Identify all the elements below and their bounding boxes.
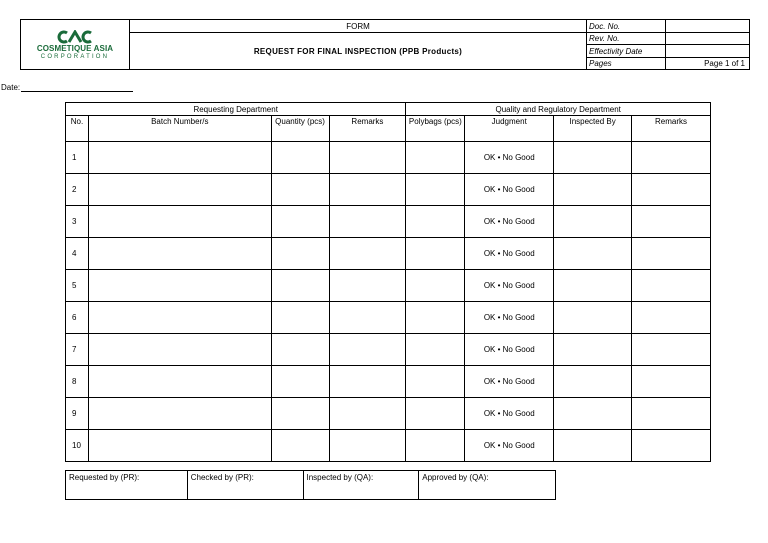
table-row [66, 142, 711, 174]
quantity-cell[interactable] [271, 206, 329, 238]
batch-number-cell[interactable] [88, 174, 271, 206]
table-row [66, 302, 711, 334]
quantity-cell[interactable] [271, 302, 329, 334]
judgment-cell[interactable]: OK • No Good [465, 430, 554, 462]
quantity-cell[interactable] [271, 238, 329, 270]
polybags-cell[interactable] [406, 206, 465, 238]
row-number: 1 [66, 142, 89, 174]
row-number: 10 [66, 430, 89, 462]
col-polybags: Polybags (pcs) [406, 116, 465, 142]
table-row [66, 430, 711, 462]
row-number: 2 [66, 174, 89, 206]
row-number: 3 [66, 206, 89, 238]
company-logo [21, 20, 130, 70]
inspected-by-field[interactable]: Inspected by (QA): [303, 471, 419, 500]
row-number: 6 [66, 302, 89, 334]
effectivity-date-value[interactable] [666, 45, 750, 57]
judgment-cell[interactable]: OK • No Good [465, 270, 554, 302]
date-label: Date: [1, 83, 21, 92]
table-row [66, 174, 711, 206]
polybags-cell[interactable] [406, 238, 465, 270]
col-qa-remarks: Remarks [632, 116, 711, 142]
polybags-cell[interactable] [406, 334, 465, 366]
col-remarks: Remarks [329, 116, 406, 142]
table-row [66, 398, 711, 430]
inspected-by-cell[interactable] [554, 430, 632, 462]
logo-mark-icon [55, 30, 95, 44]
pages-label: Pages [587, 57, 666, 69]
batch-number-cell[interactable] [88, 334, 271, 366]
polybags-cell[interactable] [406, 302, 465, 334]
logo-company-sub: CORPORATION [40, 53, 110, 60]
batch-number-cell[interactable] [88, 398, 271, 430]
date-field[interactable] [21, 83, 133, 92]
qa-remarks-cell[interactable] [632, 430, 711, 462]
quantity-cell[interactable] [271, 398, 329, 430]
row-number: 9 [66, 398, 89, 430]
inspected-by-cell[interactable] [554, 206, 632, 238]
inspected-by-cell[interactable] [554, 142, 632, 174]
quantity-cell[interactable] [271, 270, 329, 302]
requesting-dept-header: Requesting Department [66, 103, 406, 116]
remarks-cell[interactable] [329, 366, 406, 398]
polybags-cell[interactable] [406, 398, 465, 430]
remarks-cell[interactable] [329, 206, 406, 238]
qa-remarks-cell[interactable] [632, 366, 711, 398]
inspected-by-cell[interactable] [554, 238, 632, 270]
remarks-cell[interactable] [329, 174, 406, 206]
checked-by-field[interactable]: Checked by (PR): [187, 471, 303, 500]
inspected-by-cell[interactable] [554, 366, 632, 398]
quantity-cell[interactable] [271, 174, 329, 206]
batch-number-cell[interactable] [88, 302, 271, 334]
judgment-cell[interactable]: OK • No Good [465, 174, 554, 206]
judgment-cell[interactable]: OK • No Good [465, 142, 554, 174]
date-row [1, 83, 133, 92]
logo-company-name: COSMETIQUE ASIA [36, 43, 114, 53]
qa-remarks-cell[interactable] [632, 238, 711, 270]
column-header-row [66, 116, 711, 142]
judgment-cell[interactable]: OK • No Good [465, 206, 554, 238]
qa-remarks-cell[interactable] [632, 302, 711, 334]
remarks-cell[interactable] [329, 142, 406, 174]
rev-no-value[interactable] [666, 33, 750, 45]
remarks-cell[interactable] [329, 270, 406, 302]
polybags-cell[interactable] [406, 430, 465, 462]
signature-table [65, 470, 556, 500]
form-label: FORM [130, 20, 587, 33]
polybags-cell[interactable] [406, 366, 465, 398]
col-inspected-by: Inspected By [554, 116, 632, 142]
requested-by-field[interactable]: Requested by (PR): [66, 471, 188, 500]
table-row [66, 366, 711, 398]
col-judgment: Judgment [465, 116, 554, 142]
judgment-cell[interactable]: OK • No Good [465, 366, 554, 398]
batch-number-cell[interactable] [88, 142, 271, 174]
table-row [66, 270, 711, 302]
row-number: 8 [66, 366, 89, 398]
inspected-by-cell[interactable] [554, 302, 632, 334]
quantity-cell[interactable] [271, 334, 329, 366]
quantity-cell[interactable] [271, 142, 329, 174]
doc-no-label: Doc. No. [587, 20, 666, 33]
remarks-cell[interactable] [329, 398, 406, 430]
remarks-cell[interactable] [329, 238, 406, 270]
inspected-by-cell[interactable] [554, 334, 632, 366]
col-quantity: Quantity (pcs) [271, 116, 329, 142]
qa-remarks-cell[interactable] [632, 398, 711, 430]
batch-number-cell[interactable] [88, 238, 271, 270]
approved-by-field[interactable]: Approved by (QA): [419, 471, 556, 500]
quantity-cell[interactable] [271, 366, 329, 398]
row-number: 4 [66, 238, 89, 270]
polybags-cell[interactable] [406, 142, 465, 174]
remarks-cell[interactable] [329, 302, 406, 334]
judgment-cell[interactable]: OK • No Good [465, 398, 554, 430]
section-header-row [66, 103, 711, 116]
form-title: REQUEST FOR FINAL INSPECTION (PPB Products) [130, 33, 587, 70]
qa-remarks-cell[interactable] [632, 206, 711, 238]
judgment-cell[interactable]: OK • No Good [465, 238, 554, 270]
row-number: 7 [66, 334, 89, 366]
batch-number-cell[interactable] [88, 270, 271, 302]
inspected-by-cell[interactable] [554, 270, 632, 302]
table-row [66, 238, 711, 270]
pages-value: Page 1 of 1 [666, 57, 750, 69]
batch-number-cell[interactable] [88, 366, 271, 398]
col-batch-number: Batch Number/s [88, 116, 271, 142]
quantity-cell[interactable] [271, 430, 329, 462]
qa-remarks-cell[interactable] [632, 142, 711, 174]
doc-no-value[interactable] [666, 20, 750, 33]
table-row [66, 206, 711, 238]
inspected-by-cell[interactable] [554, 174, 632, 206]
qa-remarks-cell[interactable] [632, 174, 711, 206]
row-number: 5 [66, 270, 89, 302]
judgment-cell[interactable]: OK • No Good [465, 334, 554, 366]
table-row [66, 334, 711, 366]
effectivity-date-label: Effectivity Date [587, 45, 666, 57]
inspected-by-cell[interactable] [554, 398, 632, 430]
polybags-cell[interactable] [406, 270, 465, 302]
qa-remarks-cell[interactable] [632, 334, 711, 366]
judgment-cell[interactable]: OK • No Good [465, 302, 554, 334]
qa-dept-header: Quality and Regulatory Department [406, 103, 711, 116]
rev-no-label: Rev. No. [587, 33, 666, 45]
inspection-table [65, 102, 711, 462]
form-header [20, 19, 750, 70]
col-no: No. [66, 116, 89, 142]
batch-number-cell[interactable] [88, 430, 271, 462]
qa-remarks-cell[interactable] [632, 270, 711, 302]
remarks-cell[interactable] [329, 430, 406, 462]
batch-number-cell[interactable] [88, 206, 271, 238]
remarks-cell[interactable] [329, 334, 406, 366]
polybags-cell[interactable] [406, 174, 465, 206]
